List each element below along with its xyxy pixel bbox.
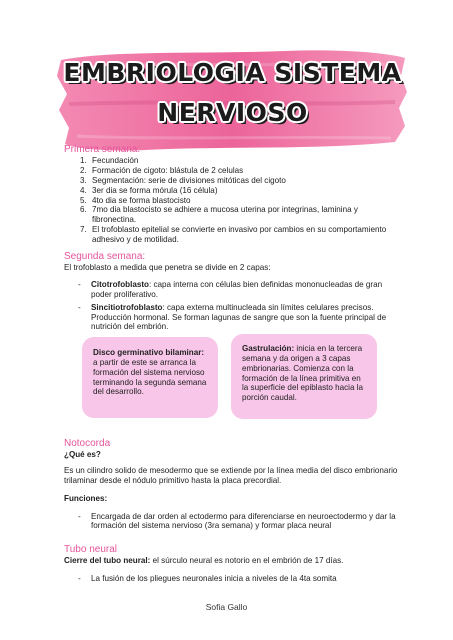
list-item [78, 574, 404, 584]
card-right-term: Gastrulación: [242, 344, 295, 353]
dash-bullet: - [78, 511, 81, 521]
title-banner [55, 46, 410, 154]
author-footer: Sofia Gallo [205, 602, 248, 612]
list-item [80, 225, 404, 245]
list-item-text: Segmentación: serie de divisiones mitóticas del cigoto [92, 175, 286, 185]
list-item-text: Fecundación [92, 156, 139, 166]
list-item-text: El trofoblasto epitelial se convierte en invasivo por cambios en su comportamiento adhesivo y de motilidad. [92, 225, 387, 245]
list-item-body [91, 280, 404, 300]
list-item-term: Sincitiotrofoblasto [91, 302, 163, 312]
list-item [80, 156, 404, 166]
list-item-number: 2. [80, 166, 87, 176]
tubo-neural-heading: Tubo neural [64, 544, 117, 555]
list-item [78, 512, 404, 532]
list-item-term: Citotrofoblasto [91, 280, 149, 290]
notocorda-question: ¿Qué es? [64, 450, 101, 460]
list-item-text: 3er dia se forma mórula (16 célula) [92, 185, 218, 195]
dash-bullet: - [78, 574, 81, 584]
segunda-semana-intro: El trofoblasto a medida que penetra se divide en 2 capas: [64, 263, 271, 273]
cierre-tubo-text: el súrculo neural es notorio en el embrión de 17 días. [150, 556, 344, 566]
list-item-text: Encargada de dar orden al ectodermo para diferenciarse en neuroectodermo y dar la formación del sistema nervioso (3ra semana) y formar placa neural [91, 511, 396, 531]
list-item-text: : capa externa multinucleada sin límites celulares precisos. Producción hormonal. Se forman lagunas de sangre que son la fuente principal de nutrición del embrión. [91, 302, 387, 332]
segunda-semana-heading: Segunda semana: [64, 251, 146, 262]
list-item [80, 196, 404, 206]
list-item [80, 186, 404, 196]
page-title-line-1: EMBRIOLOGIA SISTEMA [63, 58, 402, 87]
card-gastrulacion [231, 334, 377, 419]
list-item-text: La fusión de los pliegues neuronales inicia a niveles de la 4ta somita [91, 574, 337, 584]
dash-bullet: - [78, 302, 81, 312]
funciones-list [78, 512, 404, 532]
notocorda-heading: Notocorda [64, 438, 111, 449]
list-item-text: : capa interna con células bien definidas mononucleadas de gran poder proliferativo. [91, 280, 383, 299]
notocorda-description: Es un cilindro solido de mesodermo que se extiende por la línea media del disco embrionario trilaminar desde el nódulo primitivo hasta la placa precordial. [64, 466, 398, 485]
funciones-label: Funciones: [64, 493, 108, 503]
list-item-text: 7mo dia blastocisto se adhiere a mucosa uterina por integrinas, laminina y fibronectina. [92, 205, 358, 225]
card-left-text: a partir de este se arranca la formación del sistema nervioso terminando la segunda semana del desarrollo. [93, 357, 207, 397]
list-item-number: 3. [80, 175, 87, 185]
section-primera-semana [64, 144, 404, 245]
list-item-number: 4. [80, 185, 87, 195]
card-disco-germinativo [82, 337, 218, 418]
segunda-semana-list [78, 280, 404, 332]
list-item [78, 303, 404, 333]
primera-semana-list [80, 156, 404, 245]
list-item-number: 1. [80, 156, 87, 166]
list-item-number: 5. [80, 195, 87, 205]
list-item-number: 7. [80, 225, 87, 235]
tubo-neural-list [78, 574, 404, 584]
list-item-text: Formación de cigoto: blástula de 2 celulas [92, 166, 244, 176]
section-tubo-neural [64, 544, 404, 587]
section-segunda-semana [64, 251, 404, 335]
primera-semana-heading: Primera semana: [64, 144, 141, 155]
page-title-line-2: NERVIOSO [157, 98, 308, 127]
list-item-body [91, 303, 404, 333]
list-item-text: 4to dia se forma blastocisto [92, 195, 191, 205]
card-right-text: inicia en la tercera semana y da origen a 3 capas embrionarias. Comienza con la formación de la línea primitiva en la superficie del epiblasto hacia la porción caudal. [242, 344, 364, 403]
list-item-number: 6. [80, 205, 87, 215]
list-item [80, 205, 404, 225]
dash-bullet: - [78, 280, 81, 290]
list-item [80, 166, 404, 176]
card-left-term: Disco germinativo bilaminar: [93, 348, 205, 357]
cierre-tubo-label: Cierre del tubo neural: [64, 556, 151, 566]
cierre-tubo-line [64, 556, 404, 566]
list-item [78, 280, 404, 300]
list-item [80, 176, 404, 186]
section-notocorda [64, 438, 404, 534]
